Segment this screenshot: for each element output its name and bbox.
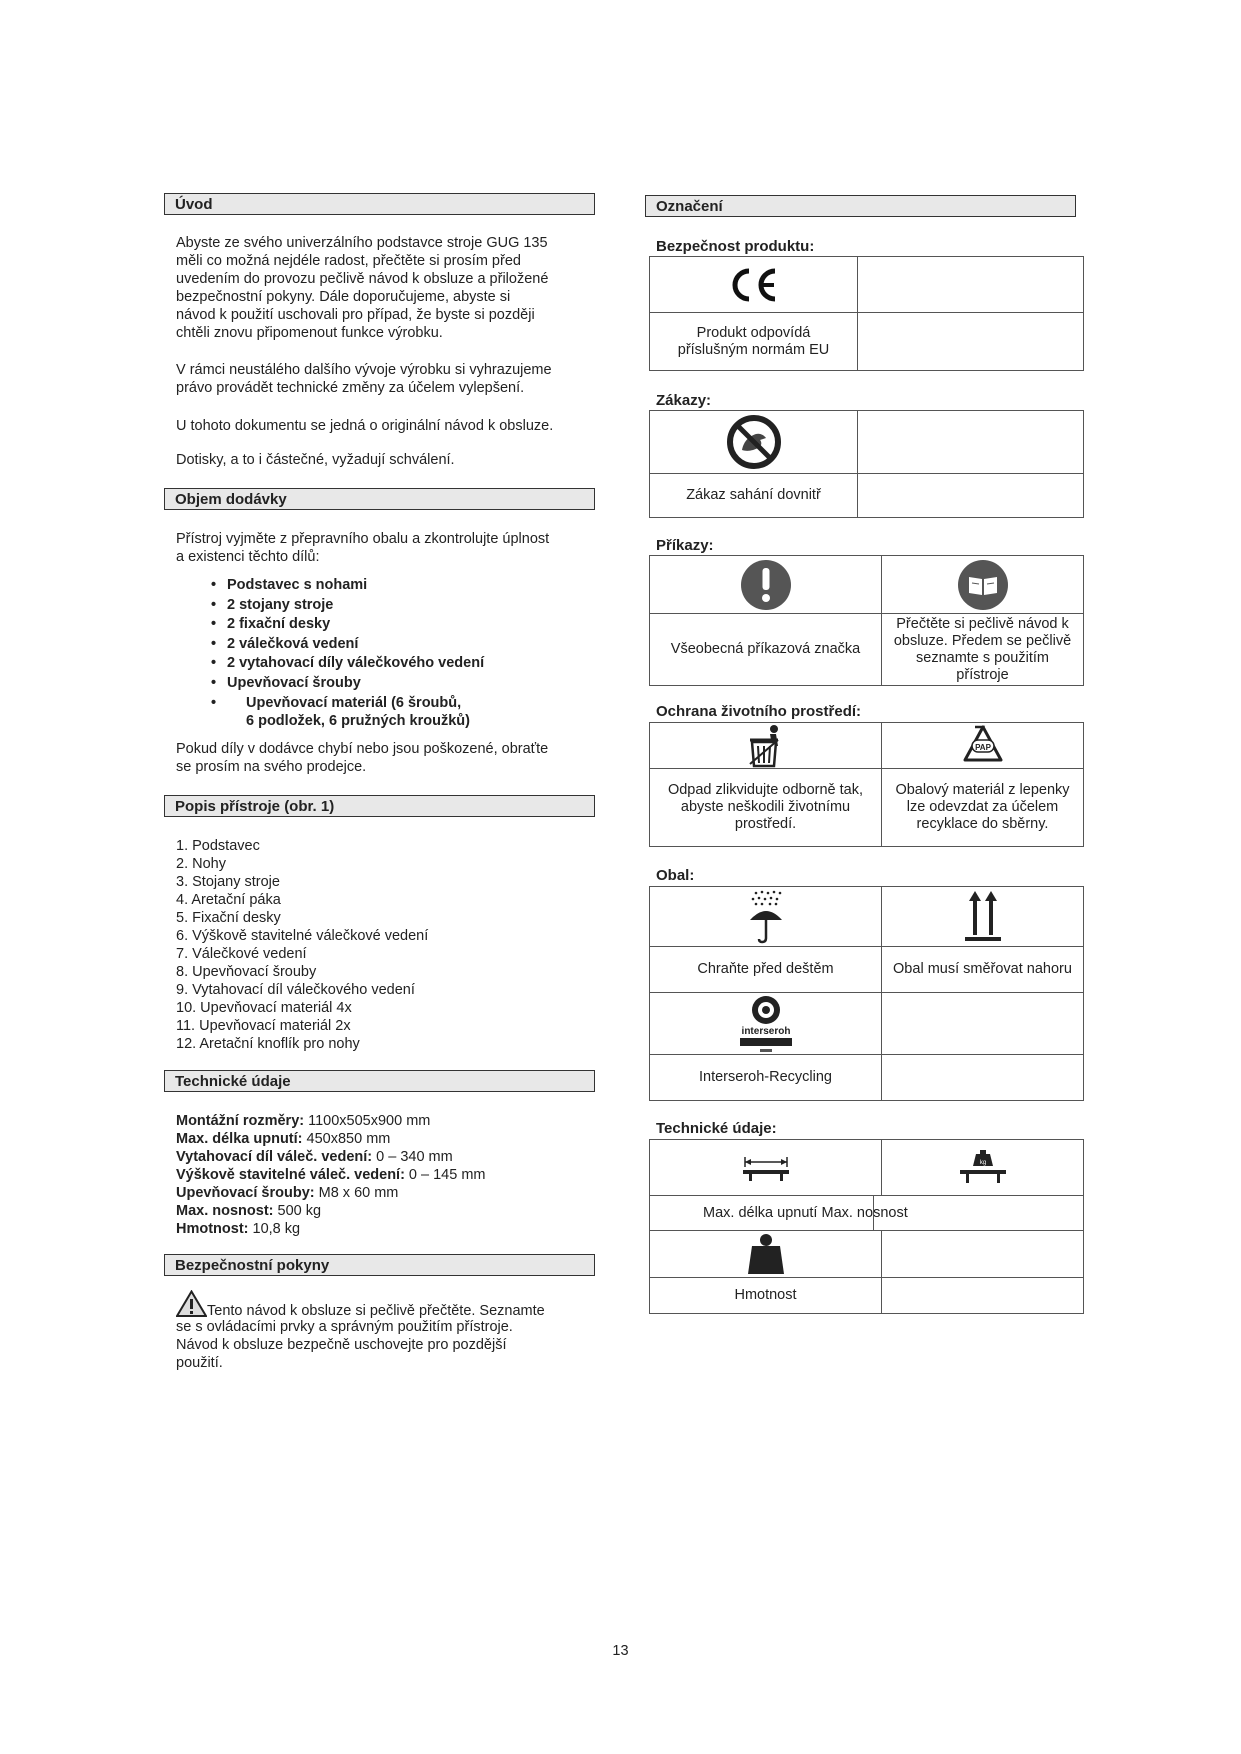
ce-text-cell <box>650 313 858 371</box>
up-text-cell: Obal musí směřovat nahoru <box>882 947 1084 993</box>
prohibition-text-cell: Zákaz sahání dovnitř <box>650 474 858 518</box>
text-line: V rámci neustálého dalšího vývoje výrobku si vyhrazujeme <box>176 362 552 378</box>
list-item: 3. Stojany stroje <box>176 874 280 890</box>
list-item: 12. Aretační knoflík pro nohy <box>176 1036 360 1052</box>
waste-icon-cell <box>650 723 882 769</box>
no-reaching-in-icon <box>726 414 782 470</box>
empty-cell <box>882 993 1084 1055</box>
spec-value: 10,8 kg <box>248 1221 301 1237</box>
this-way-up-icon <box>963 889 1003 945</box>
spec-row <box>176 1184 596 1202</box>
spec-row <box>176 1148 596 1166</box>
umbrella-icon <box>744 890 788 944</box>
spec-value: 500 kg <box>273 1203 322 1219</box>
clamp-load-text-cell <box>650 1196 1084 1231</box>
text-line: obsluze. Předem se pečlivě <box>893 632 1072 649</box>
text-line: přístroje <box>956 666 1009 683</box>
kg-label: kg <box>979 1159 986 1166</box>
spec-row <box>176 1166 596 1184</box>
exclamation-icon <box>740 559 792 611</box>
list-item: 8. Upevňovací šrouby <box>176 964 317 980</box>
list-item: • 2 vytahovací díly válečkového vedení <box>211 654 591 674</box>
text-line: Přečtěte si pečlivě návod k <box>896 615 1069 632</box>
list-item: • Upevňovací šrouby <box>211 674 591 694</box>
table-prikazy <box>649 555 1084 686</box>
section-heading-tech: Technické údaje <box>164 1070 595 1092</box>
section-heading-popis: Popis přístroje (obr. 1) <box>164 795 595 817</box>
uvod-paragraph-3: U tohoto dokumentu se jedná o originální návod k obsluze. <box>176 418 554 434</box>
list-item: 7. Válečkové vedení <box>176 946 307 962</box>
spec-label: Výškově stavitelné váleč. vedení: <box>176 1167 405 1183</box>
list-item-last <box>211 694 470 730</box>
list-item: • Podstavec s nohami <box>211 576 591 596</box>
list-item: • 2 fixační desky <box>211 615 591 635</box>
section-heading-safety: Bezpečnostní pokyny <box>164 1254 595 1276</box>
text-line: Přístroj vyjměte z přepravního obalu a zkontrolujte úplnost <box>176 531 550 547</box>
rain-icon-cell <box>650 887 882 947</box>
waste-text-cell <box>650 769 882 847</box>
text-line: Abyste ze svého univerzálního podstavce stroje GUG 135 <box>176 235 548 251</box>
page-number: 13 <box>612 1643 629 1659</box>
text-line: 6 podložek, 6 pružných kroužků) <box>246 713 470 729</box>
spec-value: 0 – 340 mm <box>372 1149 453 1165</box>
text-line: se prosím na svého prodejce. <box>176 759 367 775</box>
spec-label: Max. nosnost: <box>176 1203 274 1219</box>
text-line: návod k použití uschovali pro případ, že byste si později <box>176 307 535 323</box>
weight-icon <box>746 1232 786 1276</box>
section-heading-uvod: Úvod <box>164 193 595 215</box>
spec-row <box>176 1112 596 1130</box>
list-item: 11. Upevňovací materiál 2x <box>176 1018 351 1034</box>
uvod-paragraph-2 <box>176 361 596 397</box>
text-line <box>176 1290 596 1318</box>
spec-value: 0 – 145 mm <box>404 1167 486 1183</box>
text-line: Odpad zlikvidujte odborně tak, <box>667 782 864 798</box>
interseroh-logo-icon <box>734 994 798 1054</box>
subheading-zakazy: Zákazy: <box>656 392 712 409</box>
text-line: recyklace do sběrny. <box>916 816 1049 832</box>
empty-cell <box>858 313 1084 371</box>
spec-label: Montážní rozměry: <box>176 1113 305 1129</box>
text-line: uvedením do provozu pečlivě návod k obsluze a přiložené <box>176 271 549 287</box>
uvod-paragraph-4: Dotisky, a to i částečné, vyžadují schválení. <box>176 452 455 468</box>
spec-row <box>176 1130 596 1148</box>
max-load-icon <box>958 1150 1008 1186</box>
list-item: • 2 stojany stroje <box>211 596 591 616</box>
spec-value: M8 x 60 mm <box>314 1185 399 1201</box>
table-ochrana <box>649 722 1084 847</box>
interseroh-logo-text: interseroh <box>741 1025 790 1037</box>
text-line: Upevňovací materiál (6 šroubů, <box>246 695 462 711</box>
list-item: 9. Vytahovací díl válečkového vedení <box>176 982 415 998</box>
list-item: 1. Podstavec <box>176 838 260 854</box>
list-item: 6. Výškově stavitelné válečkové vedení <box>176 928 429 944</box>
empty-cell <box>882 1231 1084 1278</box>
weight-text-cell: Hmotnost <box>650 1278 882 1314</box>
warning-icon <box>176 1290 207 1317</box>
text-line: prostředí. <box>734 816 797 832</box>
packaging-text-cell <box>882 769 1084 847</box>
spec-label: Vytahovací díl váleč. vedení: <box>176 1149 373 1165</box>
spec-value: 1100x505x900 mm <box>304 1113 431 1129</box>
text-line: abyste neškodili životnímu <box>680 799 851 815</box>
text-line: příslušným normám EU <box>677 341 830 358</box>
text-line: použití. <box>176 1355 223 1371</box>
list-item: 4. Aretační páka <box>176 892 281 908</box>
ce-cell <box>650 257 858 313</box>
clamp-icon-cell <box>650 1140 882 1196</box>
text-line: měli co možná nejdéle radost, přečtěte si prosím před <box>176 253 521 269</box>
prohibition-cell <box>650 411 858 474</box>
subheading-bezpecnost: Bezpečnost produktu: <box>656 238 815 255</box>
safety-line-1: Tento návod k obsluze si pečlivě přečtěte. Seznamte <box>207 1303 545 1319</box>
manual-text-cell <box>882 614 1084 686</box>
weight-icon-cell <box>650 1231 882 1278</box>
list-item: 5. Fixační desky <box>176 910 281 926</box>
subheading-prikazy: Příkazy: <box>656 537 714 554</box>
table-bezpecnost <box>649 256 1084 371</box>
text-line: a existenci těchto dílů: <box>176 549 320 565</box>
empty-cell <box>858 411 1084 474</box>
recycle-icon-cell <box>882 723 1084 769</box>
subheading-ochrana: Ochrana životního prostředí: <box>656 703 862 720</box>
interseroh-logo-cell <box>650 993 882 1055</box>
list-item: • 2 válečková vedení <box>211 635 591 655</box>
empty-cell <box>882 1278 1084 1314</box>
text-line: lze odevzdat za účelem <box>906 799 1059 815</box>
parts-list <box>176 837 576 1053</box>
text-line: Pokud díly v dodávce chybí nebo jsou poškozené, obraťte <box>176 741 549 757</box>
text-line: Obalový materiál z lepenky <box>895 782 1070 798</box>
empty-cell <box>858 474 1084 518</box>
spec-label: Hmotnost: <box>176 1221 249 1237</box>
recycling-pap-icon <box>961 724 1005 768</box>
text-line: bezpečnostní pokyny. Dále doporučujeme, abyste si <box>176 289 511 305</box>
text-line: chtěli znovu připomenout funkce výrobku. <box>176 325 443 341</box>
spec-value: 450x850 mm <box>302 1131 391 1147</box>
list-item: 10. Upevňovací materiál 4x <box>176 1000 352 1016</box>
subheading-techsym: Technické údaje: <box>656 1120 777 1137</box>
ce-mark-icon <box>727 265 781 305</box>
subheading-obal: Obal: <box>656 867 695 884</box>
text-line: právo provádět technické změny za účelem vylepšení. <box>176 380 525 396</box>
rain-text-cell: Chraňte před deštěm <box>650 947 882 993</box>
pap-label: PAP <box>974 742 991 752</box>
clamp-load-text: Max. délka upnutí Max. nosnost <box>703 1204 908 1221</box>
table-obal <box>649 886 1084 1101</box>
spec-row <box>176 1220 596 1238</box>
table-zakazy <box>649 410 1084 518</box>
mandatory-text-cell: Všeobecná příkazová značka <box>650 614 882 686</box>
section-heading-oznaceni: Označení <box>645 195 1076 217</box>
table-techsym <box>649 1139 1084 1314</box>
tech-specs <box>176 1112 596 1238</box>
spec-label: Max. délka upnutí: <box>176 1131 303 1147</box>
text-line: Produkt odpovídá <box>696 324 811 341</box>
safety-paragraph <box>176 1290 596 1372</box>
manual-icon-cell <box>882 556 1084 614</box>
section-heading-objem: Objem dodávky <box>164 488 595 510</box>
clamp-length-icon <box>741 1154 791 1182</box>
text-line: se s ovládacími prvky a správným použitím přístroje. <box>176 1319 513 1335</box>
empty-cell <box>858 257 1084 313</box>
mandatory-cell <box>650 556 882 614</box>
delivery-list <box>211 576 591 693</box>
weee-bin-icon <box>744 724 788 768</box>
objem-intro <box>176 530 596 566</box>
text-line: Návod k obsluze bezpečně uschovejte pro pozdější <box>176 1337 507 1353</box>
objem-outro <box>176 740 596 776</box>
uvod-paragraph-1 <box>176 234 596 342</box>
list-item: 2. Nohy <box>176 856 226 872</box>
interseroh-text-cell: Interseroh-Recycling <box>650 1055 882 1101</box>
empty-cell <box>882 1055 1084 1101</box>
up-icon-cell <box>882 887 1084 947</box>
load-icon-cell <box>882 1140 1084 1196</box>
read-manual-icon <box>957 559 1009 611</box>
spec-row <box>176 1202 596 1220</box>
spec-label: Upevňovací šrouby: <box>176 1185 315 1201</box>
text-line: seznamte s použitím <box>916 649 1049 666</box>
bullet: • <box>211 695 217 711</box>
